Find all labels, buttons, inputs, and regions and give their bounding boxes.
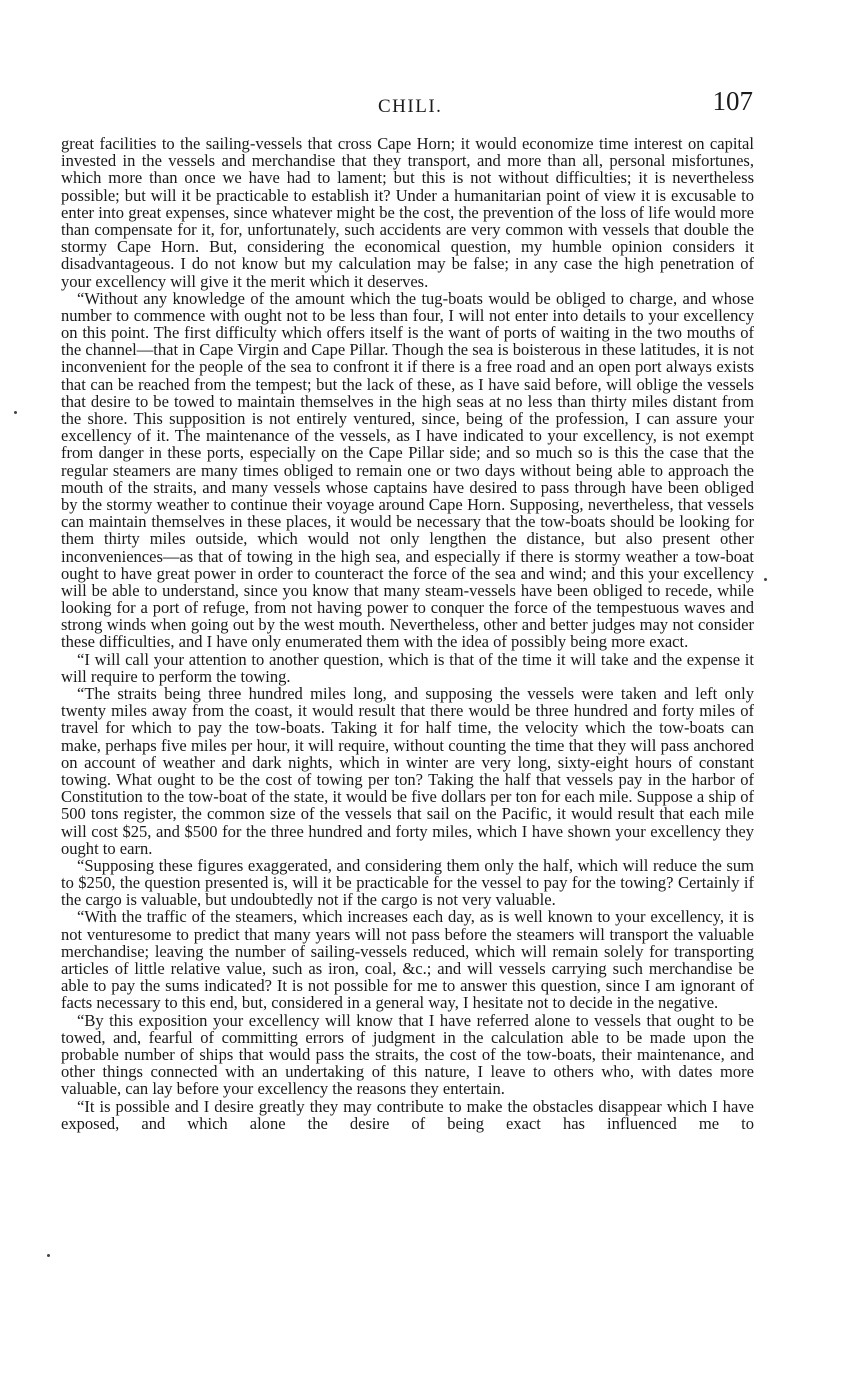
paragraph: “Without any knowledge of the amount which the tug-boats would be obliged to charge, and whose number to commence with ought not to be less than four, I will not enter into details to your excellency on this point. The first difficulty which offers itself is the want of ports of waiting in the two mouths of the channel—that in Cape Virgin and Cape Pillar. Though the sea is boisterous in these latitudes, it is not inconvenient for the people of the sea to confront it if there is a free road and an open port always exists that can be reached from the tempest; but the lack of these, as I have said before, will oblige the vessels that desire to be towed to maintain themselves in the high seas at no less than thirty miles distant from the shore. This supposition is not entirely ventured, since, being of the profession, I can assure your excellency of it. The maintenance of the vessels, as I have indicated to your excellency, is not exempt from danger in these ports, especially on the Cape Pillar side; and so much so is this the case that the regular steamers are many times obliged to remain one or two days without being able to approach the mouth of the straits, and many vessels whose captains have desired to pass through have been obliged by the stormy weather to continue their voyage around Cape Horn. Supposing, nevertheless, that vessels can maintain themselves in these places, it would be necessary that the tow-boats should be looking for them thirty miles outside, which would not only lengthen the distance, but also present other inconveniences—as that of towing in the high sea, and especially if there is stormy weather a tow-boat ought to have great power in order to counteract the force of the sea and wind; and this your excellency will be able to understand, since you know that many steam-vessels have been obliged to recede, while looking for a port of refuge, from not having power to conquer the force of the tempestuous waves and strong winds when going out by the west mouth. Nevertheless, other and better judges may not consider these difficulties, and I have only enumerated them with the idea of possibly being more exact. <box>61 288 754 652</box>
paragraph: “It is possible and I desire greatly they may contribute to make the obstacles disappear which I have exposed, and which alone the desire of being exact has influenced me to <box>61 1096 754 1133</box>
print-speck <box>764 578 767 581</box>
paragraph: “I will call your attention to another question, which is that of the time it will take and the expense it will require to perform the towing. <box>61 649 754 686</box>
paragraph: great facilities to the sailing-vessels that cross Cape Horn; it would economize time interest on capital invested in the vessels and merchandise that they transport, and more than all, personal misfortunes, which more than once we have had to lament; but this is not without difficulties; it is nevertheless possible; but will it be practicable to establish it? Under a humanitarian point of view it is excusable to enter into great expenses, since whatever might be the cost, the prevention of the loss of life would more than compensate for it, for, unfortunately, such accidents are very common with vessels that double the stormy Cape Horn. But, considering the economical question, my humble opinion considers it disadvantageous. I do not know but my calculation may be false; in any case the high penetration of your excellency will give it the merit which it deserves. <box>61 134 754 291</box>
page-header <box>60 86 753 120</box>
running-head: CHILI. <box>378 96 443 117</box>
paragraph: “Supposing these figures exaggerated, and considering them only the half, which will reduce the sum to $250, the question presented is, will it be practicable for the vessel to pay for the towing? Certainly if the cargo is valuable, but undoubtedly not if the cargo is not very valuable. <box>61 855 754 910</box>
page-number: 107 <box>712 86 753 116</box>
print-speck <box>47 1254 50 1257</box>
paragraph: “By this exposition your excellency will know that I have referred alone to vessels that ought to be towed, and, fearful of committing errors of judgment in the calculation able to be made upon the probable number of ships that would pass the straits, the cost of the tow-boats, their maintenance, and other things connected with an undertaking of this nature, I leave to others who, with dates more valuable, can lay before your excellency the reasons they entertain. <box>61 1010 754 1099</box>
paragraph: “With the traffic of the steamers, which increases each day, as is well known to your excellency, it is not venturesome to predict that many years will not pass before the steamers will transport the valuable merchandise; leaving the number of sailing-vessels reduced, which will remain solely for transporting articles of little relative value, such as iron, coal, &c.; and will vessels carrying such merchandise be able to pay the sums indicated? It is not possible for me to answer this question, since I am ignorant of facts necessary to this end, but, considered in a general way, I hesitate not to decide in the negative. <box>61 907 754 1013</box>
paragraph: “The straits being three hundred miles long, and supposing the vessels were taken and left only twenty miles away from the coast, it would result that there would be three hundred and forty miles of travel for which to pay the tow-boats. Taking it for half time, the velocity which the tow-boats can make, perhaps five miles per hour, it will require, without counting the time that they will pass anchored on account of weather and dark nights, which in winter are very long, sixty-eight hours of constant towing. What ought to be the cost of towing per ton? Taking the half that vessels pay in the harbor of Constitution to the tow-boat of the state, it would be five dollars per ton for each mile. Suppose a ship of 500 tons register, the common size of the vessels that sail on the Pacific, it would result that each mile will cost $25, and $500 for the three hundred and forty miles, which I have shown your excellency they ought to earn. <box>61 684 754 858</box>
print-speck <box>14 411 17 414</box>
body-text <box>61 135 754 1132</box>
